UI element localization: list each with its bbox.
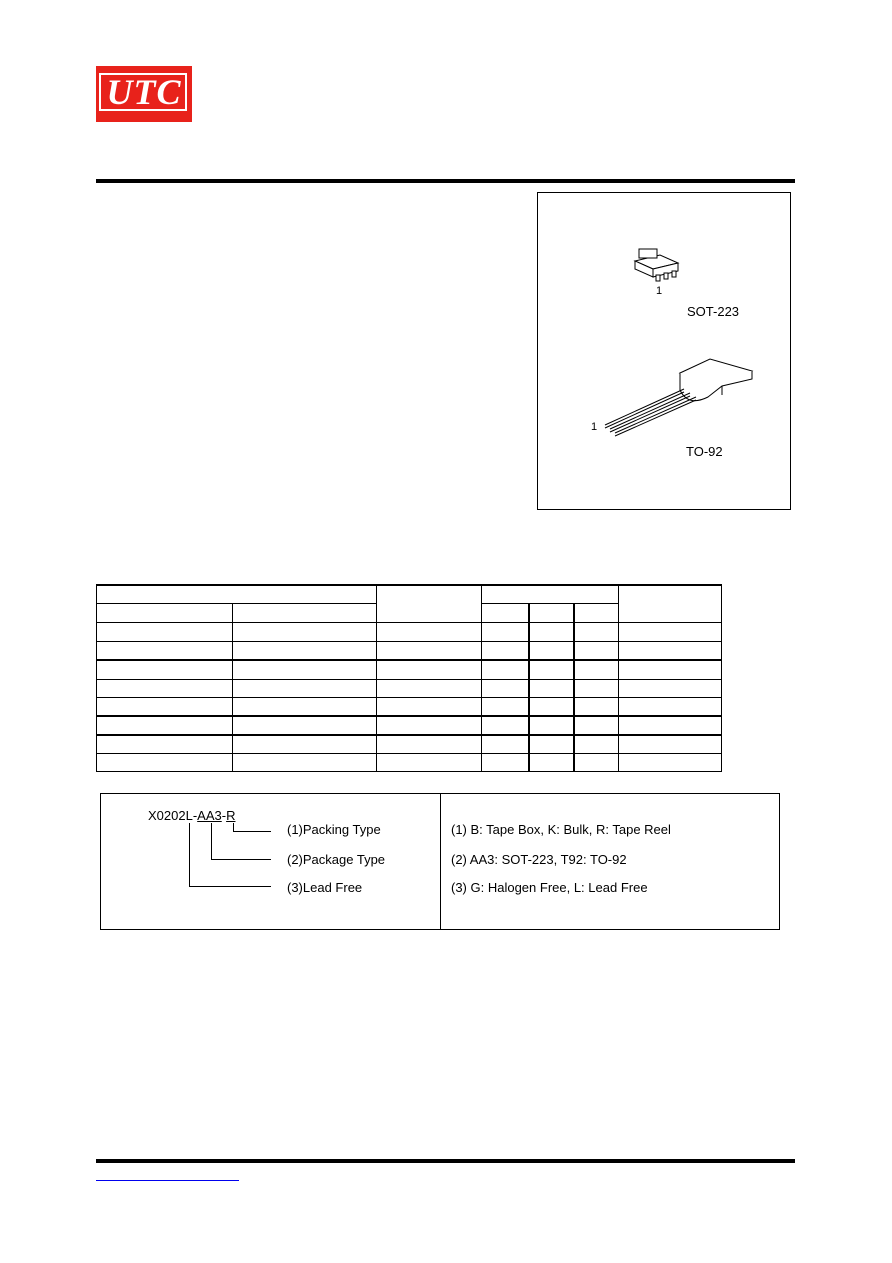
- table-row-line: [96, 734, 722, 736]
- table-left-border: [96, 584, 97, 772]
- table-row-line: [96, 659, 722, 661]
- table-header-bottom: [96, 622, 722, 623]
- sot223-pin1-label: 1: [656, 285, 663, 297]
- table-col-line: [618, 584, 619, 772]
- part-code-dash1: -: [192, 808, 198, 823]
- part-code-base: X0202L: [148, 808, 193, 823]
- part-code-dash2: -: [221, 808, 227, 823]
- callout-packing-type: (1)Packing Type: [287, 822, 381, 837]
- leader-line-lead-free-v: [189, 823, 190, 886]
- part-code-packing: R: [226, 808, 236, 823]
- table-row-line: [96, 715, 722, 717]
- to92-label: TO-92: [686, 444, 723, 459]
- desc-lead-free: (3) G: Halogen Free, L: Lead Free: [451, 880, 648, 895]
- callout-package-type: (2)Package Type: [287, 852, 386, 867]
- leader-line-packing-v: [233, 823, 234, 831]
- sot223-label: SOT-223: [687, 304, 740, 319]
- logo-text: UTC: [106, 72, 182, 112]
- desc-packing-type: (1) B: Tape Box, K: Bulk, R: Tape Reel: [451, 822, 671, 837]
- table-row-line: [96, 641, 722, 642]
- leader-line-package-v: [211, 823, 212, 859]
- part-code-package: AA3: [197, 808, 222, 823]
- sot223-drawing: [635, 249, 678, 281]
- part-code: [148, 808, 235, 823]
- table-col-line: [573, 603, 575, 772]
- table-bottom-border: [96, 771, 722, 772]
- part-number-box: [100, 793, 780, 930]
- table-row-line: [96, 679, 722, 680]
- table-row-line: [96, 753, 722, 754]
- desc-package-type: (2) AA3: SOT-223, T92: TO-92: [451, 852, 627, 867]
- table-col-line: [232, 603, 233, 772]
- table-header-sub-line-left: [96, 603, 376, 604]
- table-top-border: [96, 584, 722, 586]
- header-rule: [96, 179, 795, 183]
- leader-line-packing-h: [233, 831, 271, 832]
- leader-line-package-h: [211, 859, 271, 860]
- to92-pin1-label: 1: [591, 421, 598, 433]
- table-row-line: [96, 697, 722, 698]
- footer-rule: [96, 1159, 795, 1163]
- table-col-line: [528, 603, 530, 772]
- callout-lead-free: (3)Lead Free: [287, 880, 363, 895]
- utc-logo: [96, 66, 192, 122]
- table-header-sub-line-mid: [481, 603, 619, 604]
- footer-link[interactable]: [96, 1176, 239, 1181]
- table-col-line: [376, 584, 377, 772]
- to92-drawing: [605, 359, 752, 436]
- package-drawings: [538, 193, 790, 509]
- table-col-line: [481, 584, 482, 772]
- part-number-divider: [440, 794, 441, 929]
- table-right-border: [721, 584, 722, 772]
- package-box: [537, 192, 791, 510]
- leader-line-lead-free-h: [189, 886, 271, 887]
- ordering-table: [96, 584, 722, 772]
